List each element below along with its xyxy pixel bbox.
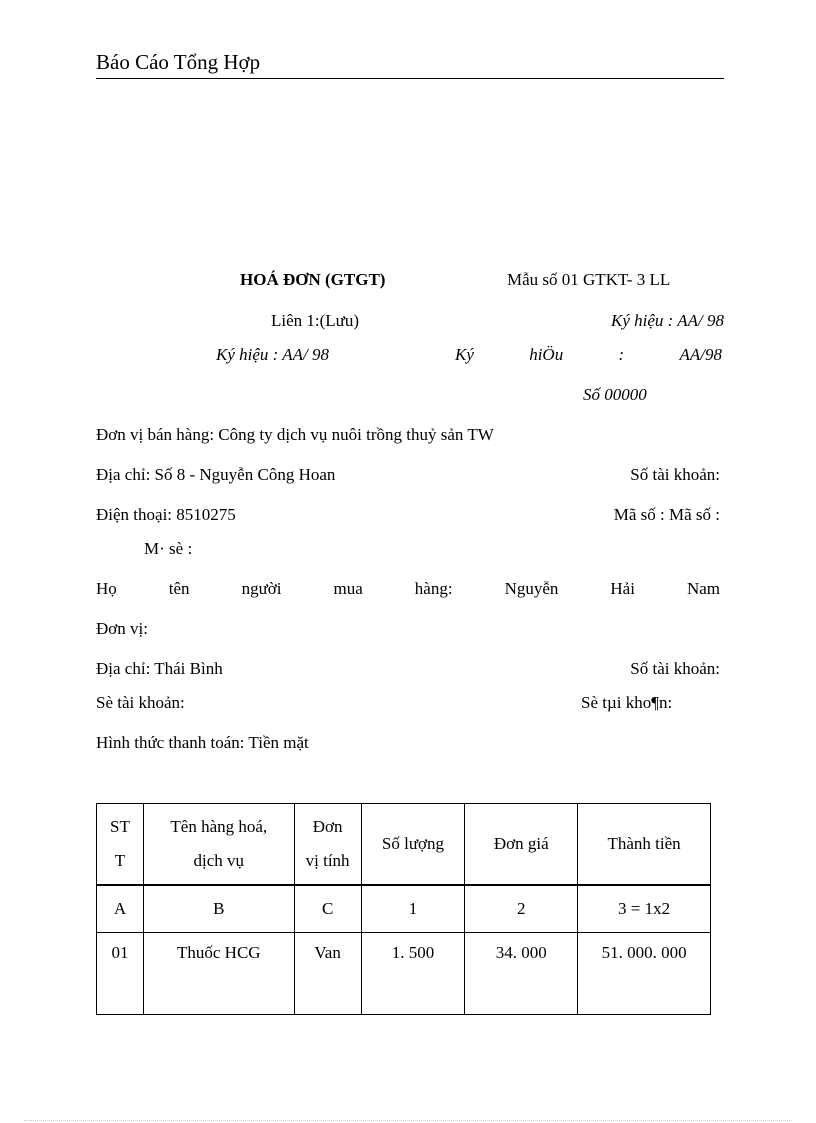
invoice-table — [96, 803, 711, 1015]
invoice-symbol-right: Ký hiệu : AA/ 98 — [611, 311, 724, 330]
invoice-form-number: Mẫu số 01 GTKT- 3 LL — [507, 270, 671, 289]
table-cell: 2 — [465, 885, 578, 933]
seller-address: Địa chỉ: Số 8 - Nguyễn Công Hoan — [96, 465, 336, 484]
header-line: Số lượng — [381, 834, 445, 853]
buyer-word: Họ — [96, 579, 117, 598]
page-header-title: Báo Cáo Tổng Hợp — [96, 50, 261, 74]
header-cell-amount — [578, 804, 711, 886]
table-cell: 01 — [97, 933, 144, 1015]
header-line: dịch vụ — [193, 851, 245, 870]
buyer-address: Địa chỉ: Thái Bình — [96, 659, 223, 678]
buyer-word: hàng: — [414, 579, 453, 598]
table-cell: Thuốc HCG — [143, 933, 294, 1015]
header-rule — [96, 78, 724, 79]
header-cell-name — [143, 804, 294, 886]
symbol-word: AA/98 — [679, 345, 722, 364]
table-cell: 3 = 1x2 — [578, 885, 711, 933]
header-line: Thành tiền — [607, 834, 681, 853]
table-cell: 34. 000 — [465, 933, 578, 1015]
table-row — [97, 933, 711, 1015]
table-cell: Van — [294, 933, 361, 1015]
buyer-word: người — [241, 579, 282, 598]
header-line: T — [114, 851, 126, 870]
invoice-title: HOÁ ĐƠN (GTGT) — [240, 270, 386, 289]
invoice-number: Số 00000 — [583, 385, 647, 404]
symbol-word: : — [618, 345, 625, 364]
invoice-symbol-garbled — [455, 345, 722, 365]
header-line: vị tính — [305, 851, 350, 870]
seller-phone: Điện thoại: 8510275 — [96, 505, 236, 524]
table-code-row — [97, 885, 711, 933]
table-cell: 1. 500 — [361, 933, 465, 1015]
header-cell-unit — [294, 804, 361, 886]
table-cell: 1 — [361, 885, 465, 933]
table-header-row — [97, 804, 711, 886]
buyer-word: Hải — [610, 579, 635, 598]
buyer-unit: Đơn vị: — [96, 619, 148, 638]
header-line: ST — [110, 817, 130, 836]
header-cell-unit-price — [465, 804, 578, 886]
table-cell: A — [97, 885, 144, 933]
table-cell: B — [143, 885, 294, 933]
header-line: Đơn giá — [493, 834, 549, 853]
invoice-copy: Liên 1:(Lưu) — [271, 311, 360, 330]
buyer-word: Nam — [686, 579, 720, 598]
page-bottom-divider — [24, 1120, 792, 1121]
invoice-symbol-left: Ký hiệu : AA/ 98 — [216, 345, 329, 364]
buyer-account-label: Số tài khoản: — [630, 659, 720, 678]
header-line: Đơn — [312, 817, 343, 836]
header-cell-quantity — [361, 804, 465, 886]
seller-account-label: Số tài khoản: — [630, 465, 720, 484]
buyer-word: tên — [168, 579, 190, 598]
buyer-account-garbled-right: Sè tµi kho¶n: — [581, 693, 673, 712]
buyer-account-garbled-left: Sè tài khoản: — [96, 693, 185, 712]
header-cell-stt — [97, 804, 144, 886]
payment-method: Hình thức thanh toán: Tiền mặt — [96, 733, 309, 752]
symbol-word: Ký — [455, 345, 474, 364]
buyer-word: Nguyễn — [504, 579, 559, 598]
buyer-name-line — [96, 579, 720, 599]
seller-tax-code: Mã số : Mã số : — [613, 505, 720, 524]
seller-unit: Đơn vị bán hàng: Công ty dịch vụ nuôi trồng thuỷ sản TW — [96, 425, 494, 444]
table-cell: C — [294, 885, 361, 933]
seller-tax-garbled: M· sè : — [144, 539, 193, 558]
table-cell: 51. 000. 000 — [578, 933, 711, 1015]
buyer-word: mua — [333, 579, 363, 598]
symbol-word: hiÖu — [529, 345, 564, 364]
header-line: Tên hàng hoá, — [170, 817, 268, 836]
